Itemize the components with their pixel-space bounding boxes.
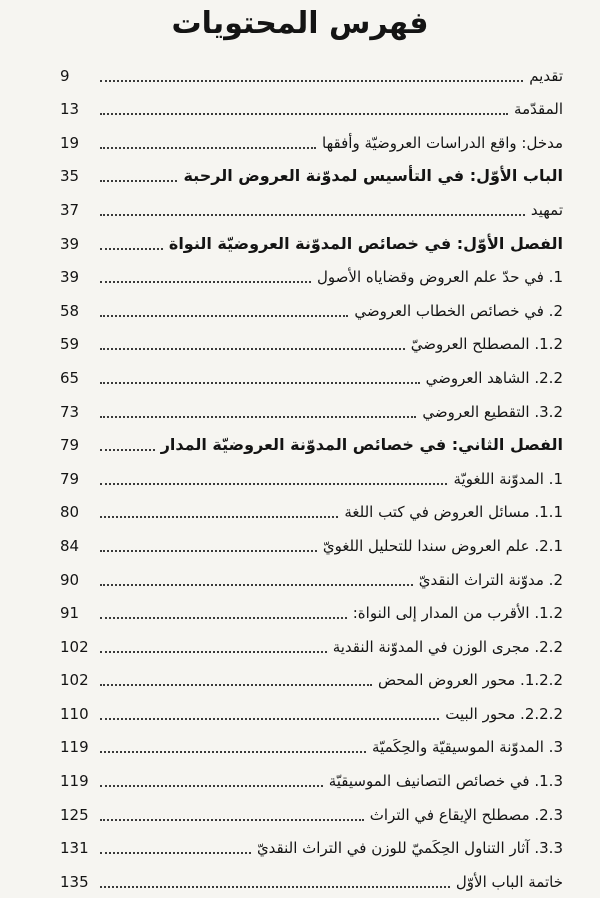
dot-leader xyxy=(100,214,525,216)
toc-entry-page-number: 125 xyxy=(60,805,89,824)
toc-entry xyxy=(60,629,563,663)
toc-entry-page-number: 119 xyxy=(60,738,89,757)
toc-entry xyxy=(60,58,563,92)
dot-leader xyxy=(100,819,364,821)
toc-entry-label: مدخل: واقع الدراسات العروضيّة وأفقها xyxy=(322,133,563,152)
toc-entry-page-number: 79 xyxy=(60,469,80,488)
dot-leader xyxy=(100,516,338,518)
dot-leader xyxy=(100,248,163,250)
toc-entry-page-number: 135 xyxy=(60,872,89,891)
toc-entry xyxy=(60,260,563,294)
toc-entry-label: 2.2. مجرى الوزن في المدوّنة النقدية xyxy=(332,637,563,656)
dot-leader xyxy=(100,684,372,686)
dot-leader xyxy=(100,449,155,451)
toc-entry-label: 1.1. مسائل العروض في كتب اللغة xyxy=(344,503,563,522)
dot-leader xyxy=(100,483,447,485)
dot-leader xyxy=(100,584,413,586)
toc-entry-label: الفصل الثاني: في خصائص المدوّنة العروضيّة المدار xyxy=(160,435,563,455)
toc-entry-label: 1. في حدّ علم العروض وقضاياه الأصول xyxy=(317,268,563,287)
dot-leader xyxy=(100,617,347,619)
toc-entry xyxy=(60,528,563,562)
dot-leader xyxy=(100,751,366,753)
toc-entry-label: تمهيد xyxy=(530,200,563,219)
toc-entry-page-number: 91 xyxy=(60,604,80,623)
table-of-contents xyxy=(60,58,563,898)
dot-leader xyxy=(100,147,316,149)
toc-entry xyxy=(60,192,563,226)
toc-entry-page-number: 37 xyxy=(60,200,80,219)
toc-entry-label: 1.2. المصطلح العروضيّ xyxy=(410,335,563,354)
dot-leader xyxy=(100,113,508,115)
dot-leader xyxy=(100,651,327,653)
toc-entry-label: 3.3. آثار التناول الحِكَميّ للوزن في التراث النقديّ xyxy=(256,839,563,858)
toc-entry xyxy=(60,461,563,495)
toc-entry-page-number: 119 xyxy=(60,772,89,791)
toc-entry-label: 2. في خصائص الخطاب العروضي xyxy=(354,301,563,320)
toc-entry-page-number: 65 xyxy=(60,368,80,387)
toc-entry xyxy=(60,360,563,394)
toc-entry xyxy=(60,663,563,697)
toc-entry-label: 2.1. علم العروض سندا للتحليل اللغويّ xyxy=(322,536,563,555)
toc-entry-page-number: 80 xyxy=(60,503,80,522)
toc-entry-label: الباب الأوّل: في التأسيس لمدوّنة العروض الرحبة xyxy=(183,166,563,186)
toc-entry-label: 1. المدوّنة اللغويّة xyxy=(453,469,563,488)
toc-entry-label: 2.3. مصطلح الإيقاع في التراث xyxy=(369,805,563,824)
toc-entry-page-number: 84 xyxy=(60,536,80,555)
toc-entry xyxy=(60,92,563,126)
dot-leader xyxy=(100,718,439,720)
toc-entry-page-number: 59 xyxy=(60,335,80,354)
dot-leader xyxy=(100,886,450,888)
toc-entry xyxy=(60,226,563,260)
toc-entry-label: 2.2.2. محور البيت xyxy=(445,704,563,723)
toc-entry-label: 1.2. الأقرب من المدار إلى النواة: xyxy=(352,604,563,623)
dot-leader xyxy=(100,785,323,787)
dot-leader xyxy=(100,180,177,182)
toc-entry-page-number: 102 xyxy=(60,637,89,656)
toc-entry xyxy=(60,864,563,898)
page-title: فهرس المحتويات xyxy=(171,6,429,41)
toc-entry-page-number: 35 xyxy=(60,167,80,186)
toc-entry xyxy=(60,596,563,630)
toc-entry xyxy=(60,730,563,764)
toc-entry-label: 2. مدوّنة التراث النقديّ xyxy=(418,570,563,589)
dot-leader xyxy=(100,550,317,552)
toc-entry-page-number: 39 xyxy=(60,268,80,287)
dot-leader xyxy=(100,80,523,82)
toc-entry-page-number: 58 xyxy=(60,301,80,320)
toc-entry xyxy=(60,394,563,428)
toc-entry-label: تقديم xyxy=(529,66,563,85)
toc-entry xyxy=(60,831,563,865)
toc-entry-label: المقدّمة xyxy=(514,100,563,119)
toc-entry xyxy=(60,797,563,831)
toc-entry-label: 1.2.2. محور العروض المحض xyxy=(377,671,563,690)
toc-entry-page-number: 102 xyxy=(60,671,89,690)
toc-entry-page-number: 131 xyxy=(60,839,89,858)
toc-entry xyxy=(60,327,563,361)
toc-entry-page-number: 90 xyxy=(60,570,80,589)
toc-entry-page-number: 13 xyxy=(60,100,80,119)
toc-entry xyxy=(60,125,563,159)
toc-entry-page-number: 73 xyxy=(60,402,80,421)
toc-entry-page-number: 9 xyxy=(60,66,70,85)
dot-leader xyxy=(100,348,405,350)
toc-entry-page-number: 39 xyxy=(60,234,80,253)
dot-leader xyxy=(100,852,251,854)
toc-entry xyxy=(60,763,563,797)
toc-entry xyxy=(60,428,563,462)
toc-entry-label: 3.2. التقطيع العروضي xyxy=(422,402,563,421)
toc-entry xyxy=(60,562,563,596)
dot-leader xyxy=(100,416,416,418)
toc-entry xyxy=(60,495,563,529)
dot-leader xyxy=(100,382,420,384)
dot-leader xyxy=(100,315,348,317)
toc-entry xyxy=(60,696,563,730)
toc-entry-label: 1.3. في خصائص التصانيف الموسيقيّة xyxy=(328,772,563,791)
toc-entry-label: 2.2. الشاهد العروضي xyxy=(425,368,563,387)
toc-entry-page-number: 79 xyxy=(60,436,80,455)
toc-entry-label: خاتمة الباب الأوّل xyxy=(455,872,563,891)
toc-entry-label: الفصل الأوّل: في خصائص المدوّنة العروضيّة النواة xyxy=(168,233,563,253)
toc-entry-label: 3. المدوّنة الموسيقيّة والحِكَميّة xyxy=(372,738,563,757)
toc-entry xyxy=(60,159,563,193)
toc-entry-page-number: 19 xyxy=(60,133,80,152)
dot-leader xyxy=(100,281,311,283)
toc-entry-page-number: 110 xyxy=(60,704,89,723)
toc-entry xyxy=(60,293,563,327)
